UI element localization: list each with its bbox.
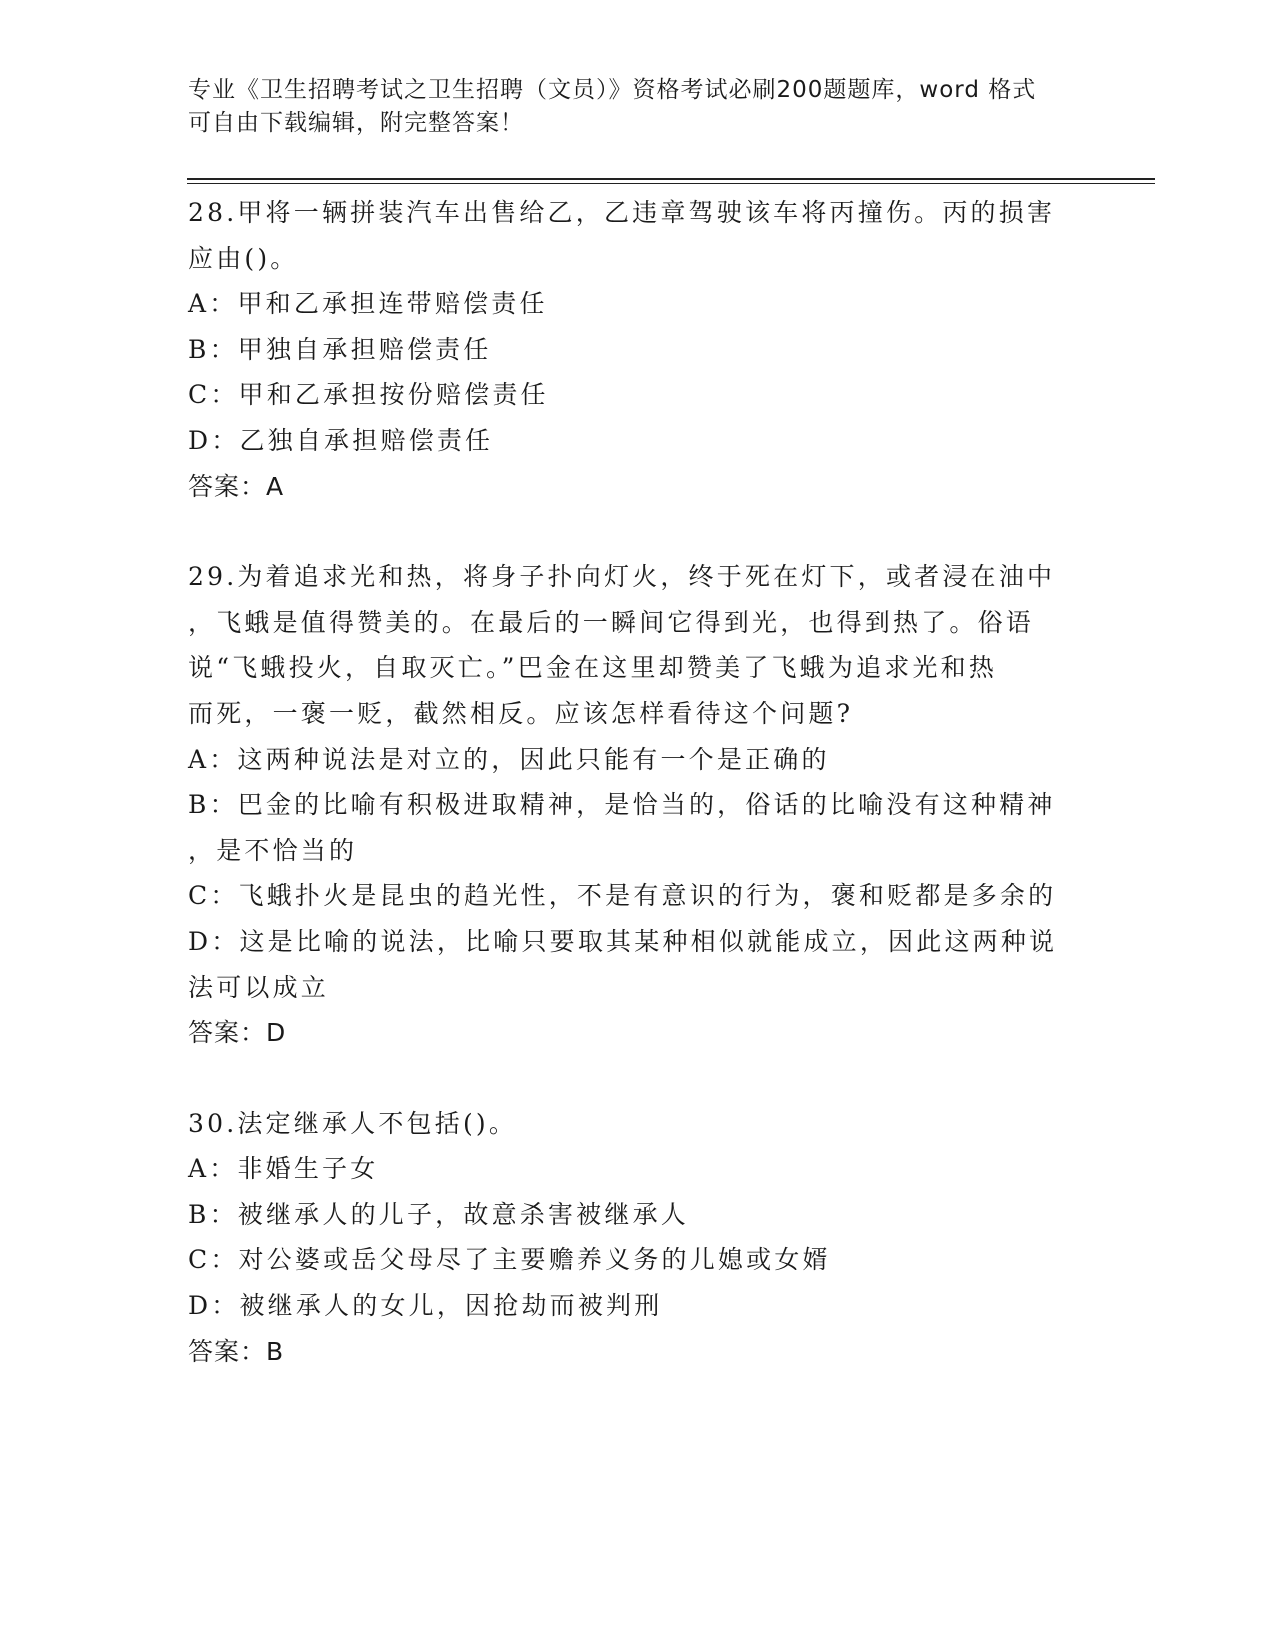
option-b: B：巴金的比喻有积极进取精神，是恰当的，俗话的比喻没有这种精神 — [188, 790, 1056, 820]
answer-line: 答案：B — [188, 1336, 285, 1366]
question-list — [188, 190, 1088, 1374]
option-a: A：非婚生子女 — [188, 1154, 379, 1184]
question-stem-line: 29.为着追求光和热，将身子扑向灯火，终于死在灯下，或者浸在油中 — [188, 562, 1056, 592]
document-header — [188, 74, 1068, 140]
option-c: C：飞蛾扑火是昆虫的趋光性，不是有意识的行为，褒和贬都是多余的 — [188, 881, 1057, 911]
header-divider-thick — [187, 178, 1155, 180]
header-title-line-2: 可自由下载编辑，附完整答案！ — [188, 110, 524, 136]
question-stem-line: 而死，一褒一贬，截然相反。应该怎样看待这个问题? — [188, 698, 854, 728]
question-30 — [188, 1101, 1088, 1375]
option-c: C：甲和乙承担按份赔偿责任 — [188, 380, 549, 410]
question-stem-line: 30.法定继承人不包括()。 — [188, 1108, 518, 1138]
answer-line: 答案：D — [188, 1018, 287, 1048]
question-spacer — [188, 1056, 1088, 1101]
option-b: B：被继承人的儿子，故意杀害被继承人 — [188, 1199, 689, 1229]
option-d: D：被继承人的女儿，因抢劫而被判刑 — [188, 1291, 663, 1321]
question-stem-line: ，飞蛾是值得赞美的。在最后的一瞬间它得到光，也得到热了。俗语 — [188, 607, 1035, 637]
question-stem-line: 应由()。 — [188, 243, 299, 273]
option-d-continued: 法可以成立 — [188, 972, 330, 1002]
option-a: A：这两种说法是对立的，因此只能有一个是正确的 — [188, 744, 830, 774]
header-title-line-1: 专业《卫生招聘考试之卫生招聘（文员）》资格考试必刷200题题库，word 格式 — [188, 77, 1037, 103]
option-c: C：对公婆或岳父母尽了主要赡养义务的儿媳或女婿 — [188, 1245, 831, 1275]
option-b-continued: ，是不恰当的 — [188, 835, 358, 865]
option-a: A：甲和乙承担连带赔偿责任 — [188, 289, 548, 319]
option-d: D：这是比喻的说法，比喻只要取其某种相似就能成立，因此这两种说 — [188, 926, 1058, 956]
option-d: D：乙独自承担赔偿责任 — [188, 425, 494, 455]
question-28 — [188, 190, 1088, 509]
question-stem-line: 说“飞蛾投火，自取灭亡。”巴金在这里却赞美了飞蛾为追求光和热 — [188, 653, 998, 683]
answer-line: 答案：A — [188, 471, 285, 501]
option-b: B：甲独自承担赔偿责任 — [188, 334, 492, 364]
header-divider-thin — [187, 183, 1155, 184]
question-29 — [188, 554, 1088, 1056]
question-stem-line: 28.甲将一辆拼装汽车出售给乙，乙违章驾驶该车将丙撞伤。丙的损害 — [188, 198, 1056, 227]
question-spacer — [188, 509, 1088, 554]
